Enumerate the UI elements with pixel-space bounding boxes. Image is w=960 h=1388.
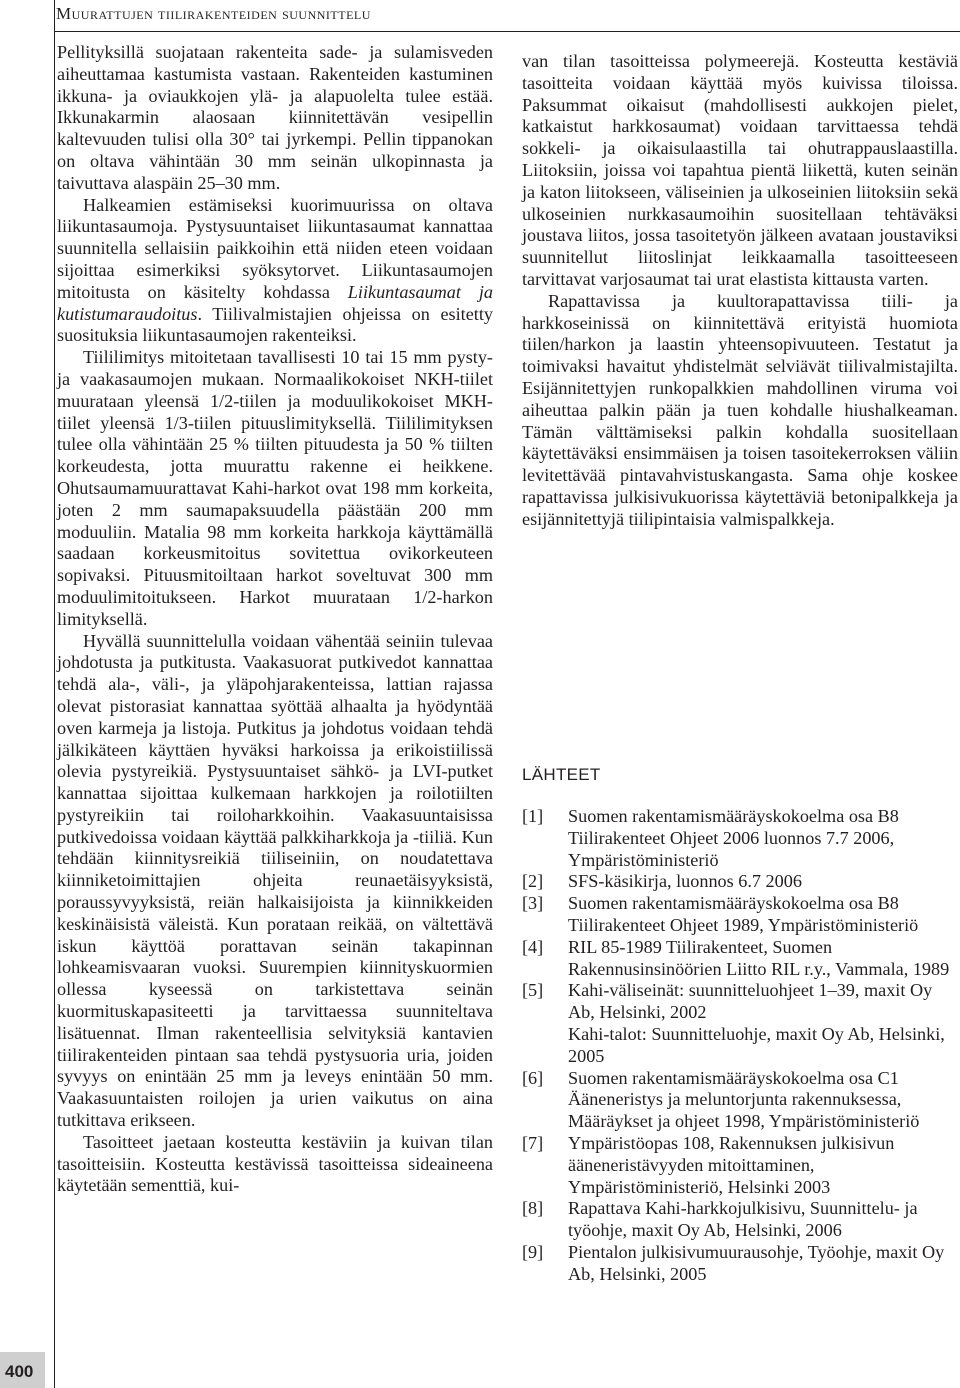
references-heading: LÄHTEET [522,765,601,784]
paragraph: Pellityksillä suojataan rakenteita sade- ja sulamisveden aiheuttamaa kastumista vastaan. Rakenteiden kastuminen ikkuna- ja oviaukkojen ylä- ja alapuolelta tulee estää. Ikkunakarmin alaosaan kiinnitettävän vesipellin kaltevuuden tulisi olla 30° tai jyrkempi. Pellin tippanokan on oltava vähintään 30 mm seinän ulkopinnasta ja taivuttava alaspäin 25–30 mm. [57,42,493,193]
reference-item: [3] Suomen rakentamismääräyskokoelma osa B8 Tiilirakenteet Ohjeet 1989, Ympäristöministeriö [522,893,919,935]
paragraph: Tasoitteet jaetaan kosteutta kestäviin ja kuivan tilan tasoitteisiin. Kosteutta kestävissä tasoitteissa sideaineena käytetään sementtiä, kui- [57,1131,493,1196]
right-column [522,51,958,531]
reference-item: [7] Ympäristöopas 108, Rakennuksen julkisivun ääneneristävyyden mitoittaminen, Ympäristöministeriö, Helsinki 2003 [522,1132,895,1197]
reference-item: [9] Pientalon julkisivumuurausohje, Työohje, maxit Oy Ab, Helsinki, 2005 [522,1241,945,1284]
references-list [522,806,958,1286]
reference-item: [8] Rapattava Kahi-harkkojulkisivu, Suunnittelu- ja työohje, maxit Oy Ab, Helsinki, 2006 [522,1198,918,1241]
reference-item: [5] Kahi-väliseinät: suunnitteluohjeet 1–39, maxit Oy Ab, Helsinki, 2002 Kahi-talot: Suunnitteluohje, maxit Oy Ab, Helsinki, 2005 [522,980,945,1066]
header-rule [54,31,960,32]
paragraph: van tilan tasoitteissa polymeerejä. Kosteutta kestäviä tasoitteita voidaan käyttää myös kuivissa tiloissa. Paksummat oikaisut (mahdollisesti aukkojen pielet, katkaistut harkkosaumat) voidaan tarvittaessa tehdä sokkeli- ja oikaisulaastilla tai ohutrappauslaastilla. Liitoksiin, joissa voi tapahtua pientä liikettä, kuten seinän ja katon liitokseen, väliseinien ja ulkoseinien liitoksiin sekä ulkoseinien nurkkasaumoihin suositellaan tehtäväksi joustava liitos, jossa tasoitetyön jälkeen avataan joustaviksi suunnitellut liitoslinjat leikkaamalla tasoitteeseen tarvittavat varjosaumat tai urat elastista kittausta varten. [522,51,958,289]
italic-reference: Liikuntasaumat ja kutistumaraudoitus [57,281,493,324]
paragraph: Tiililimitys mitoitetaan tavallisesti 10 tai 15 mm pysty- ja vaakasaumojen mukaan. Normaalikokoiset NKH-tiilet muurataan yleensä 1/2-tiilen ja moduulikokoiset MKH-tiilet yleensä 1/3-tiilen pituuslimityksellä. Tiililimityksen tulee olla vähintään 25 % tiilten pituudesta ja 50 % tiilten korkeudesta, jotta muurattu rakenne ei heikkene. Ohutsaumamuurattavat Kahi-harkot ovat 198 mm korkeita, joten 2 mm saumapaksuudella päästään 200 mm moduuliin. Matalia 98 mm korkeita harkkoja käyttämällä saadaan korkeusmitoitus sovitettua ovikorkeuteen sopivaksi. Pituusmitoiltaan harkot soveltuvat 300 mm moduulimitoitukseen. Harkot muurataan 1/2-harkon limityksellä. [57,347,493,629]
reference-item: [1] Suomen rakentamismääräyskokoelma osa B8 Tiilirakenteet Ohjeet 2006 luonnos 7.7 2006, Ympäristöministeriö [522,806,899,870]
page-number: 400 [5,1362,34,1381]
reference-item: [2] SFS-käsikirja, luonnos 6.7 2006 [522,871,802,892]
running-header: Muurattujen tiilirakenteiden suunnittelu [56,4,371,23]
left-column [57,42,493,1197]
paragraph: Rapattavissa ja kuultorapattavissa tiili- ja harkkoseinissä on kiinnitettävä erityistä huomiota tiilen/harkon ja laastin yhteensopivuuteen. Testatut ja toimivaksi havaitut yhdistelmät selviävät tiilivalmistajilta. Esijännitettyjen runkopalkkien mahdollinen viruma voi aiheuttaa palkin pään ja tuen kohdalle hiushalkeaman. Tämän välttämiseksi palkin kohdalla suositellaan käytettäväksi ensimmäisen ja toisen tasoitekerroksen väliin levitettävää pintavahvistuskangasta. Sama ohje koskee rapattavissa julkisivukuorissa käytettäviä betonipalkkeja ja esijännitettyjä tiilipintaisia valmispalkkeja. [522,290,958,529]
paragraph: Hyvällä suunnittelulla voidaan vähentää seiniin tulevaa johdotusta ja putkitusta. Vaakasuorat putkivedot kannattaa tehdä ala-, väli-, ja yläpohjarakenteissa, lattian rajassa olevat pistorasiat kannattaa syöttää alhaalta ja hyödyntää oven karmeja ja listoja. Putkitus ja johdotus voidaan tehdä jälkikäteen käyttäen hyväksi harkoissa ja erikoistiilissä olevia pystyreikiä. Pystysuuntaiset sähkö- ja LVI-putket kannattaa sijoittaa kulkemaan harkkojen ja roilotiilten pystyreikiin tai roiloharkkoihin. Vaakasuuntaisissa putkivedoissa voidaan käyttää palkkiharkkoja ja -tiiliä. Kun tehdään kiinnitysreikiä tiiliseiniin, on noudatettava kiinniketoimittajien ohjeita reunaetäisyyksistä, poraussyvyyksistä, reiän halkaisijoista ja kiinnikkeiden keskinäisistä väleistä. Kun porataan reikää, on vältettävä iskun käyttöä porattavan seinän takapinnan lohkeamisvaaran vuoksi. Suurempien kiinnityskuormien ollessa kyseessä on tarkistettava seinän kuormituskapasiteetti ja tarvittaessa suunniteltava lisätuennat. Ilman rakenteellisia selvityksiä kantavien tiilirakenteiden pintaan saa tehdä pystysuoria uria, joiden syvyys on enintään 25 mm ja leveys enintään 50 mm. Vaakasuuntaisten roilojen ja urien vaikutus on aina tutkittava erikseen. [57,630,493,1131]
margin-rule [54,0,55,1388]
reference-item: [6] Suomen rakentamismääräyskokoelma osa C1 Ääneneristys ja meluntorjunta rakennuksessa, Määräykset ja ohjeet 1998, Ympäristöministeriö [522,1067,920,1132]
paragraph: Halkeamien estämiseksi kuorimuurissa on oltava liikuntasaumoja. Pystysuuntaiset liikuntasaumat kannattaa suunnitella sellaisiin paikkoihin että niiden eteen voidaan sijoittaa esimerkiksi syöksytorvet. Liikuntasaumojen mitoitusta on käsitelty kohdassa Liikuntasaumat ja kutistumaraudoitus. Tiilivalmistajien ohjeissa on esitetty suosituksia liikuntasaumojen rakenteiksi. [57,194,493,346]
reference-item: [4] RIL 85-1989 Tiilirakenteet, Suomen Rakennusinsinöörien Liitto RIL r.y., Vammala, 1989 [522,936,950,979]
